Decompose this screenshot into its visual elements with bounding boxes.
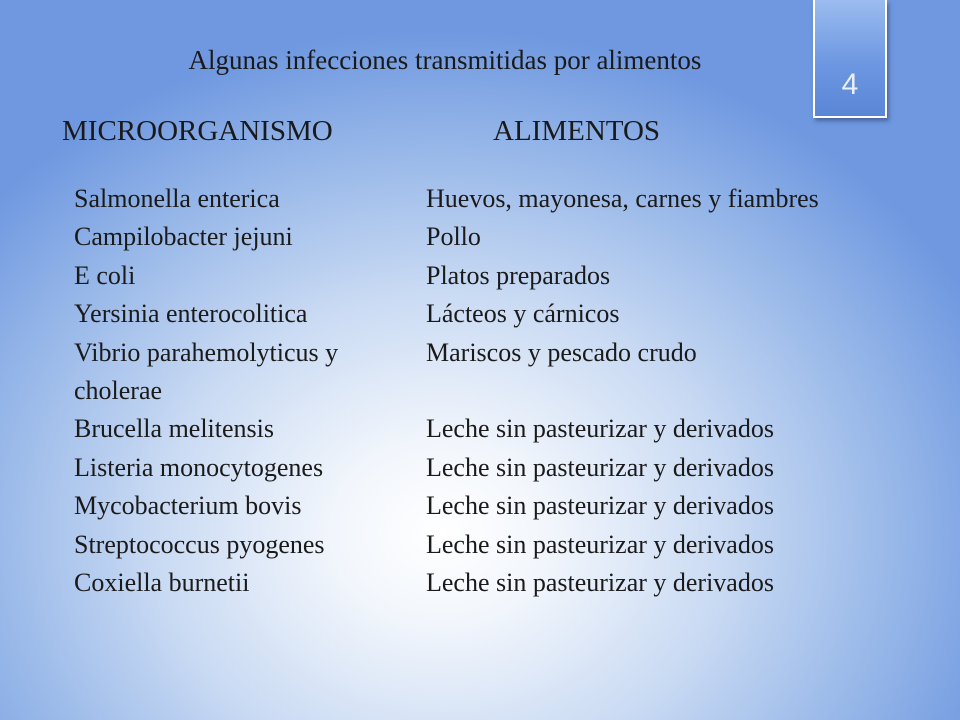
microorganism-cell: Listeria monocytogenes xyxy=(74,452,324,482)
table-row xyxy=(74,295,924,333)
table-row xyxy=(74,526,924,564)
microorganism-cell: Mycobacterium bovis xyxy=(74,491,302,521)
microorganism-cell: Salmonella enterica xyxy=(74,184,280,213)
column-header-microorganism: MICROORGANISMO xyxy=(62,115,333,147)
microorganism-cell: Brucella melitensis xyxy=(74,414,275,444)
table-row xyxy=(74,257,924,295)
foods-cell: Leche sin pasteurizar y derivados xyxy=(426,568,774,598)
foods-cell: Lácteos y cárnicos xyxy=(426,299,620,329)
foods-cell: Mariscos y pescado crudo xyxy=(426,337,697,367)
infection-table xyxy=(74,180,924,602)
foods-cell: Leche sin pasteurizar y derivados xyxy=(426,491,774,521)
table-row xyxy=(74,180,924,218)
table-row xyxy=(74,410,924,448)
foods-cell: Leche sin pasteurizar y derivados xyxy=(426,452,774,482)
microorganism-cell: Streptococcus pyogenes xyxy=(74,529,325,559)
microorganism-cell: Campilobacter jejuni xyxy=(74,222,293,252)
table-row xyxy=(74,564,924,602)
table-row xyxy=(74,487,924,525)
page-number: 4 xyxy=(841,68,859,101)
slide-title: Algunas infecciones transmitidas por alimentos xyxy=(188,45,702,75)
foods-cell: Leche sin pasteurizar y derivados xyxy=(426,529,774,559)
microorganism-cell: E coli xyxy=(74,260,136,290)
foods-cell: Pollo xyxy=(426,222,481,252)
foods-cell: Leche sin pasteurizar y derivados xyxy=(426,414,774,444)
foods-cell: Platos preparados xyxy=(426,260,611,290)
microorganism-cell: Coxiella burnetii xyxy=(74,568,250,598)
table-row xyxy=(74,334,924,411)
table-row xyxy=(74,218,924,256)
foods-cell: Huevos, mayonesa, carnes y fiambres xyxy=(426,184,819,213)
microorganism-cell: Yersinia enterocolitica xyxy=(74,299,308,329)
column-header-foods: ALIMENTOS xyxy=(493,115,661,147)
page-number-badge xyxy=(813,0,887,118)
table-row xyxy=(74,449,924,487)
microorganism-cell: Vibrio parahemolyticus y cholerae xyxy=(74,337,339,406)
